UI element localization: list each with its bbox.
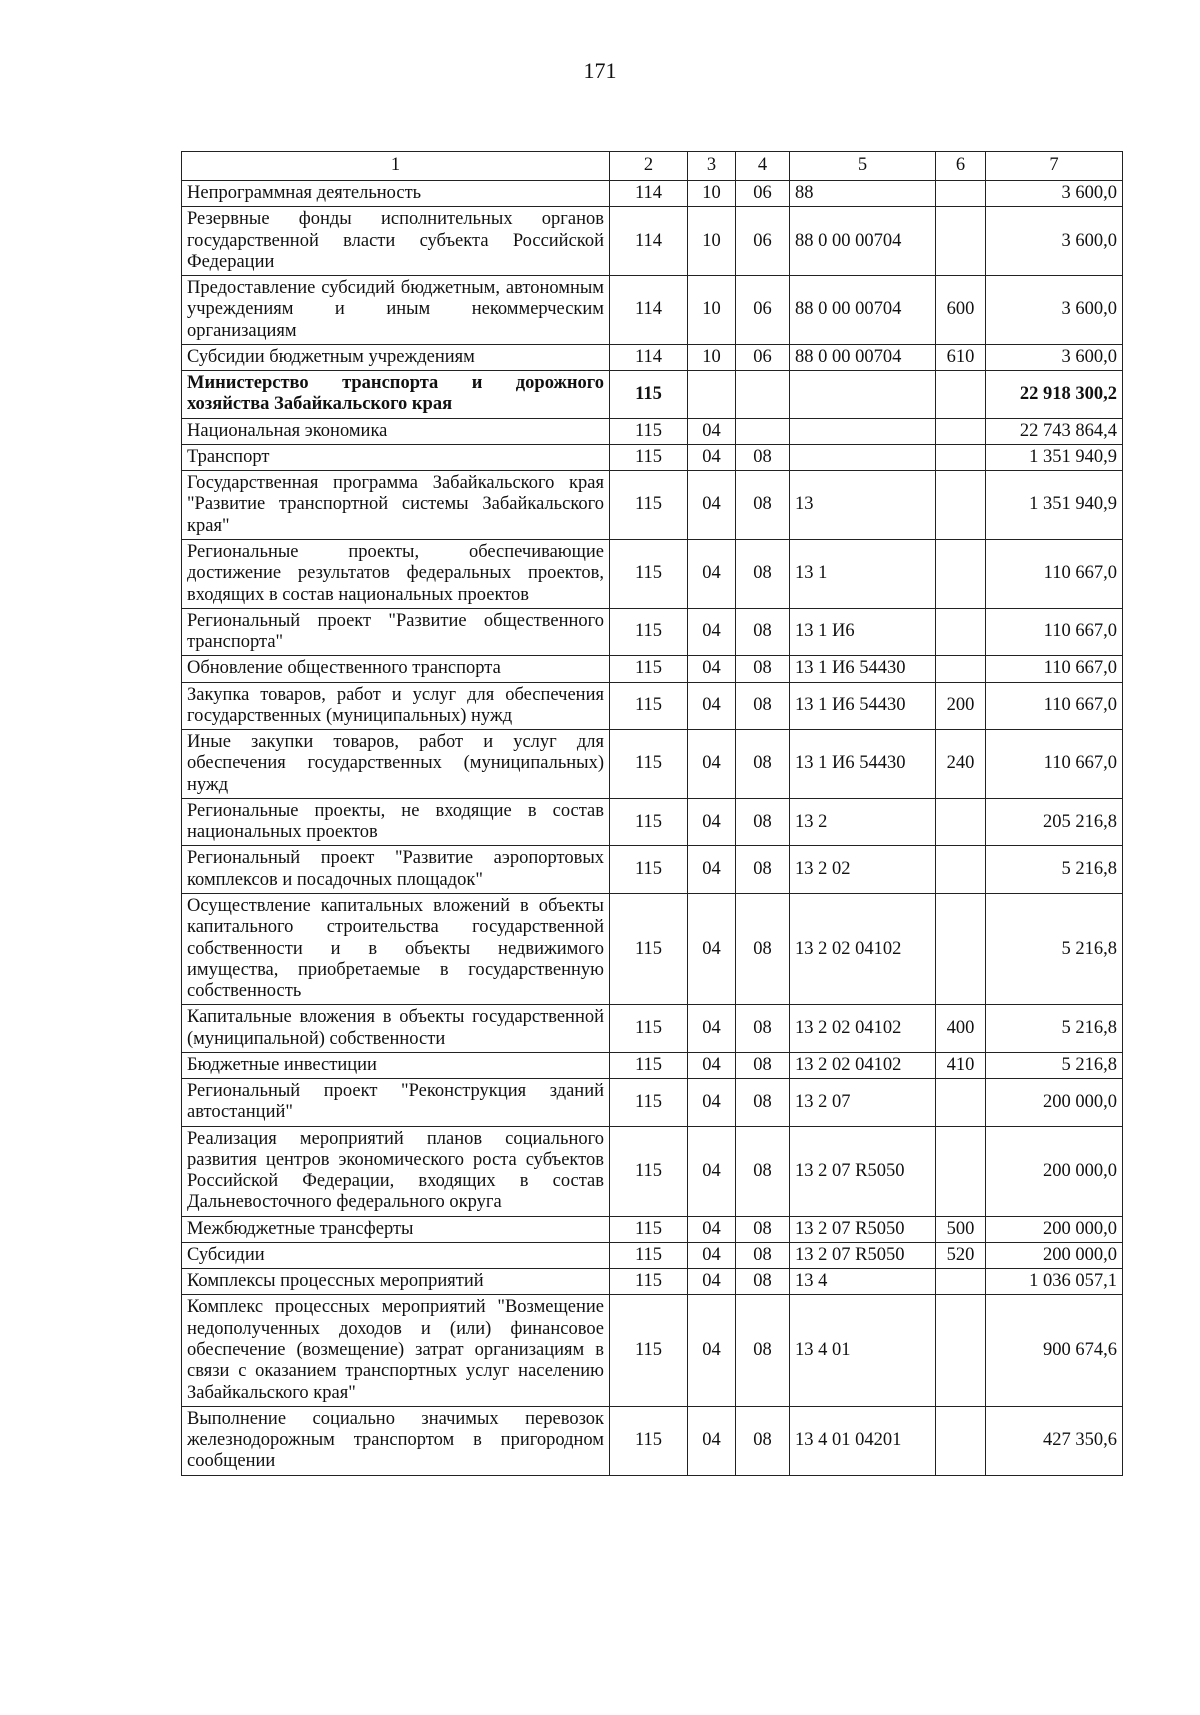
row-expense-type-cell: 500 (936, 1216, 986, 1242)
row-section-cell: 10 (688, 181, 736, 207)
row-name-cell: Резервные фонды исполнительных органов государственной власти субъекта Российской Федерации (182, 207, 610, 276)
row-target-article-cell: 13 1 И6 54430 (790, 730, 936, 799)
row-ministry-code-cell: 115 (610, 418, 688, 444)
row-subsection-cell: 08 (736, 1052, 790, 1078)
row-name-cell: Региональный проект "Развитие аэропортовых комплексов и посадочных площадок" (182, 846, 610, 894)
row-target-article-cell: 13 1 И6 54430 (790, 682, 936, 730)
row-amount-cell: 200 000,0 (986, 1079, 1123, 1127)
header-row (182, 152, 1123, 181)
row-section-cell: 04 (688, 1126, 736, 1216)
row-subsection-cell: 08 (736, 656, 790, 682)
row-ministry-code-cell: 115 (610, 1406, 688, 1475)
row-subsection-cell: 08 (736, 1242, 790, 1268)
row-target-article-cell: 88 (790, 181, 936, 207)
row-target-article-cell: 13 4 (790, 1269, 936, 1295)
table-row (182, 207, 1123, 276)
row-amount-cell: 110 667,0 (986, 539, 1123, 608)
header-cell: 1 (182, 152, 610, 181)
table-row (182, 1126, 1123, 1216)
row-target-article-cell: 13 2 02 04102 (790, 893, 936, 1004)
table-row (182, 1079, 1123, 1127)
row-ministry-code-cell: 115 (610, 798, 688, 846)
row-ministry-code-cell: 115 (610, 846, 688, 894)
row-subsection-cell: 08 (736, 846, 790, 894)
table-row (182, 418, 1123, 444)
row-expense-type-cell (936, 444, 986, 470)
table-row (182, 276, 1123, 345)
row-expense-type-cell (936, 181, 986, 207)
budget-table (181, 151, 1123, 1476)
row-amount-cell: 5 216,8 (986, 846, 1123, 894)
row-section-cell: 04 (688, 682, 736, 730)
table-row (182, 846, 1123, 894)
row-name-cell: Закупка товаров, работ и услуг для обеспечения государственных (муниципальных) нужд (182, 682, 610, 730)
row-subsection-cell: 08 (736, 1005, 790, 1053)
row-amount-cell: 3 600,0 (986, 181, 1123, 207)
row-ministry-code-cell: 115 (610, 1269, 688, 1295)
row-section-cell: 04 (688, 1079, 736, 1127)
row-subsection-cell: 08 (736, 1269, 790, 1295)
row-ministry-code-cell: 114 (610, 344, 688, 370)
row-target-article-cell: 13 4 01 04201 (790, 1406, 936, 1475)
row-target-article-cell: 13 1 И6 (790, 608, 936, 656)
row-amount-cell: 3 600,0 (986, 276, 1123, 345)
row-section-cell: 04 (688, 1216, 736, 1242)
row-expense-type-cell (936, 539, 986, 608)
row-target-article-cell: 88 0 00 00704 (790, 276, 936, 345)
row-name-cell: Региональный проект "Развитие общественного транспорта" (182, 608, 610, 656)
row-name-cell: Министерство транспорта и дорожного хозяйства Забайкальского края (182, 371, 610, 419)
row-expense-type-cell (936, 1079, 986, 1127)
row-amount-cell: 3 600,0 (986, 207, 1123, 276)
row-subsection-cell: 06 (736, 181, 790, 207)
row-expense-type-cell (936, 846, 986, 894)
row-ministry-code-cell: 115 (610, 1295, 688, 1406)
row-ministry-code-cell: 115 (610, 371, 688, 419)
row-name-cell: Осуществление капитальных вложений в объекты капитального строительства государственной собственности и в объекты недвижимого имущества, приобретаемые в государственную собственность (182, 893, 610, 1004)
row-name-cell: Региональные проекты, обеспечивающие достижение результатов федеральных проектов, входящих в состав национальных проектов (182, 539, 610, 608)
row-subsection-cell: 08 (736, 539, 790, 608)
table-row (182, 371, 1123, 419)
table-row (182, 1216, 1123, 1242)
row-target-article-cell: 13 2 07 R5050 (790, 1216, 936, 1242)
row-amount-cell: 200 000,0 (986, 1242, 1123, 1268)
row-subsection-cell: 08 (736, 1126, 790, 1216)
table-row (182, 608, 1123, 656)
row-section-cell: 04 (688, 1005, 736, 1053)
row-target-article-cell: 13 2 07 R5050 (790, 1242, 936, 1268)
row-section-cell: 04 (688, 1406, 736, 1475)
row-section-cell: 10 (688, 207, 736, 276)
row-target-article-cell: 13 1 (790, 539, 936, 608)
row-subsection-cell: 08 (736, 1295, 790, 1406)
row-ministry-code-cell: 115 (610, 1242, 688, 1268)
row-target-article-cell: 13 4 01 (790, 1295, 936, 1406)
row-amount-cell: 427 350,6 (986, 1406, 1123, 1475)
row-ministry-code-cell: 115 (610, 1126, 688, 1216)
row-amount-cell: 1 351 940,9 (986, 471, 1123, 540)
row-amount-cell: 5 216,8 (986, 1005, 1123, 1053)
row-target-article-cell (790, 371, 936, 419)
row-ministry-code-cell: 114 (610, 181, 688, 207)
row-target-article-cell: 13 1 И6 54430 (790, 656, 936, 682)
table-row (182, 1242, 1123, 1268)
row-ministry-code-cell: 115 (610, 893, 688, 1004)
row-amount-cell: 3 600,0 (986, 344, 1123, 370)
table-row (182, 181, 1123, 207)
row-name-cell: Государственная программа Забайкальского края "Развитие транспортной системы Забайкальского края" (182, 471, 610, 540)
table-row (182, 471, 1123, 540)
row-subsection-cell: 08 (736, 471, 790, 540)
row-expense-type-cell: 520 (936, 1242, 986, 1268)
row-subsection-cell: 08 (736, 1079, 790, 1127)
row-section-cell: 04 (688, 846, 736, 894)
row-expense-type-cell (936, 418, 986, 444)
row-name-cell: Транспорт (182, 444, 610, 470)
row-target-article-cell: 13 (790, 471, 936, 540)
row-target-article-cell: 13 2 07 (790, 1079, 936, 1127)
row-target-article-cell: 88 0 00 00704 (790, 344, 936, 370)
row-subsection-cell: 06 (736, 344, 790, 370)
row-target-article-cell (790, 444, 936, 470)
row-ministry-code-cell: 115 (610, 1052, 688, 1078)
table-row (182, 730, 1123, 799)
row-name-cell: Комплексы процессных мероприятий (182, 1269, 610, 1295)
row-expense-type-cell: 200 (936, 682, 986, 730)
row-section-cell: 04 (688, 656, 736, 682)
row-section-cell: 04 (688, 418, 736, 444)
table-row (182, 656, 1123, 682)
row-target-article-cell: 13 2 02 (790, 846, 936, 894)
row-amount-cell: 110 667,0 (986, 656, 1123, 682)
row-section-cell: 04 (688, 1269, 736, 1295)
table-row (182, 682, 1123, 730)
row-target-article-cell: 13 2 (790, 798, 936, 846)
row-name-cell: Комплекс процессных мероприятий "Возмещение недополученных доходов и (или) финансовое обеспечение (возмещение) затрат организациям в связи с оказанием транспортных услуг населению Забайкальского края" (182, 1295, 610, 1406)
row-subsection-cell: 08 (736, 682, 790, 730)
row-section-cell: 04 (688, 1052, 736, 1078)
row-subsection-cell: 08 (736, 893, 790, 1004)
row-expense-type-cell: 600 (936, 276, 986, 345)
row-section-cell: 10 (688, 276, 736, 345)
row-subsection-cell: 06 (736, 276, 790, 345)
table-row (182, 1052, 1123, 1078)
row-ministry-code-cell: 115 (610, 656, 688, 682)
row-expense-type-cell: 410 (936, 1052, 986, 1078)
row-amount-cell: 1 036 057,1 (986, 1269, 1123, 1295)
row-name-cell: Иные закупки товаров, работ и услуг для обеспечения государственных (муниципальных) нужд (182, 730, 610, 799)
row-ministry-code-cell: 114 (610, 276, 688, 345)
row-ministry-code-cell: 115 (610, 471, 688, 540)
row-expense-type-cell (936, 656, 986, 682)
row-amount-cell: 22 918 300,2 (986, 371, 1123, 419)
row-ministry-code-cell: 114 (610, 207, 688, 276)
row-section-cell: 04 (688, 893, 736, 1004)
row-section-cell: 04 (688, 608, 736, 656)
row-amount-cell: 110 667,0 (986, 730, 1123, 799)
row-subsection-cell (736, 418, 790, 444)
row-name-cell: Субсидии (182, 1242, 610, 1268)
table-row (182, 893, 1123, 1004)
row-amount-cell: 200 000,0 (986, 1216, 1123, 1242)
page-number: 171 (583, 58, 617, 83)
row-subsection-cell: 08 (736, 730, 790, 799)
row-name-cell: Бюджетные инвестиции (182, 1052, 610, 1078)
row-section-cell: 04 (688, 471, 736, 540)
row-name-cell: Выполнение социально значимых перевозок железнодорожным транспортом в пригородном сообщении (182, 1406, 610, 1475)
row-ministry-code-cell: 115 (610, 608, 688, 656)
row-section-cell (688, 371, 736, 419)
header-cell: 3 (688, 152, 736, 181)
table-row (182, 1406, 1123, 1475)
row-expense-type-cell (936, 1406, 986, 1475)
row-subsection-cell: 08 (736, 444, 790, 470)
header-cell: 5 (790, 152, 936, 181)
row-name-cell: Обновление общественного транспорта (182, 656, 610, 682)
row-expense-type-cell (936, 1126, 986, 1216)
header-cell: 7 (986, 152, 1123, 181)
row-name-cell: Межбюджетные трансферты (182, 1216, 610, 1242)
row-amount-cell: 5 216,8 (986, 893, 1123, 1004)
row-subsection-cell: 08 (736, 1406, 790, 1475)
row-ministry-code-cell: 115 (610, 444, 688, 470)
row-section-cell: 04 (688, 1295, 736, 1406)
row-section-cell: 10 (688, 344, 736, 370)
row-expense-type-cell (936, 207, 986, 276)
row-name-cell: Капитальные вложения в объекты государственной (муниципальной) собственности (182, 1005, 610, 1053)
row-ministry-code-cell: 115 (610, 730, 688, 799)
row-name-cell: Предоставление субсидий бюджетным, автономным учреждениям и иным некоммерческим организациям (182, 276, 610, 345)
row-expense-type-cell (936, 371, 986, 419)
row-subsection-cell: 08 (736, 798, 790, 846)
row-ministry-code-cell: 115 (610, 1216, 688, 1242)
row-amount-cell: 5 216,8 (986, 1052, 1123, 1078)
row-expense-type-cell: 240 (936, 730, 986, 799)
row-target-article-cell: 13 2 02 04102 (790, 1005, 936, 1053)
row-name-cell: Региональные проекты, не входящие в состав национальных проектов (182, 798, 610, 846)
table-row (182, 1269, 1123, 1295)
table-row (182, 444, 1123, 470)
row-ministry-code-cell: 115 (610, 1005, 688, 1053)
row-amount-cell: 900 674,6 (986, 1295, 1123, 1406)
row-target-article-cell (790, 418, 936, 444)
row-expense-type-cell: 610 (936, 344, 986, 370)
row-section-cell: 04 (688, 1242, 736, 1268)
row-section-cell: 04 (688, 539, 736, 608)
row-subsection-cell: 08 (736, 608, 790, 656)
row-name-cell: Непрограммная деятельность (182, 181, 610, 207)
row-amount-cell: 110 667,0 (986, 682, 1123, 730)
row-name-cell: Субсидии бюджетным учреждениям (182, 344, 610, 370)
row-expense-type-cell (936, 471, 986, 540)
table-row (182, 798, 1123, 846)
row-subsection-cell: 08 (736, 1216, 790, 1242)
row-expense-type-cell: 400 (936, 1005, 986, 1053)
row-target-article-cell: 88 0 00 00704 (790, 207, 936, 276)
row-section-cell: 04 (688, 798, 736, 846)
row-target-article-cell: 13 2 07 R5050 (790, 1126, 936, 1216)
row-expense-type-cell (936, 798, 986, 846)
header-cell: 4 (736, 152, 790, 181)
row-ministry-code-cell: 115 (610, 539, 688, 608)
row-amount-cell: 205 216,8 (986, 798, 1123, 846)
row-target-article-cell: 13 2 02 04102 (790, 1052, 936, 1078)
row-amount-cell: 1 351 940,9 (986, 444, 1123, 470)
row-name-cell: Национальная экономика (182, 418, 610, 444)
row-name-cell: Реализация мероприятий планов социального развития центров экономического роста субъектов Российской Федерации, входящих в состав Дальневосточного федерального округа (182, 1126, 610, 1216)
row-expense-type-cell (936, 1295, 986, 1406)
row-section-cell: 04 (688, 444, 736, 470)
row-amount-cell: 110 667,0 (986, 608, 1123, 656)
row-expense-type-cell (936, 1269, 986, 1295)
row-ministry-code-cell: 115 (610, 1079, 688, 1127)
row-amount-cell: 22 743 864,4 (986, 418, 1123, 444)
table-row (182, 539, 1123, 608)
table-row (182, 1295, 1123, 1406)
row-amount-cell: 200 000,0 (986, 1126, 1123, 1216)
header-cell: 6 (936, 152, 986, 181)
table-row (182, 344, 1123, 370)
header-cell: 2 (610, 152, 688, 181)
row-expense-type-cell (936, 608, 986, 656)
row-subsection-cell: 06 (736, 207, 790, 276)
row-section-cell: 04 (688, 730, 736, 799)
table-row (182, 1005, 1123, 1053)
row-name-cell: Региональный проект "Реконструкция зданий автостанций" (182, 1079, 610, 1127)
row-expense-type-cell (936, 893, 986, 1004)
row-ministry-code-cell: 115 (610, 682, 688, 730)
row-subsection-cell (736, 371, 790, 419)
